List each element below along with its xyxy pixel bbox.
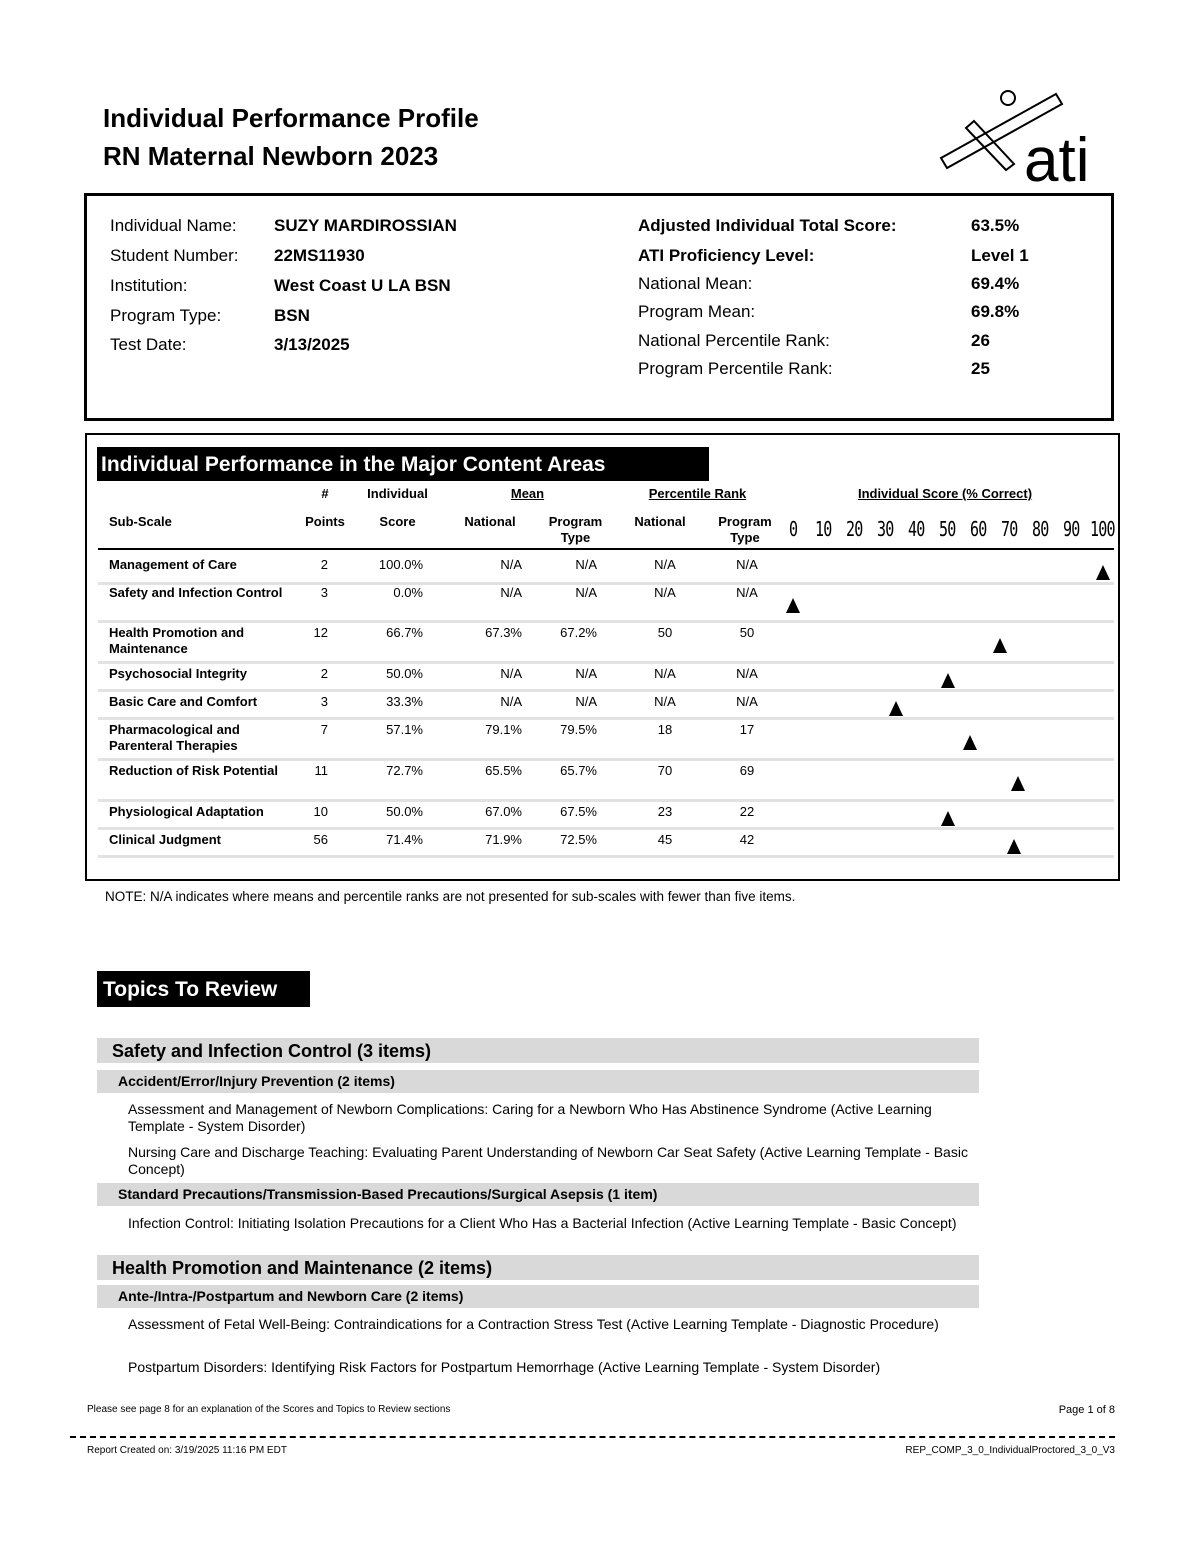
- mean-program-value: 67.5%: [560, 804, 597, 819]
- topic-item: Infection Control: Initiating Isolation Precautions for a Client Who Has a Bacterial Infection (Active Learning Template - Basic Concept): [128, 1215, 957, 1231]
- page-number: Page 1 of 8: [1058, 1404, 1115, 1416]
- topics-title: Topics To Review: [97, 971, 310, 1007]
- exam-title: RN Maternal Newborn 2023: [103, 141, 439, 171]
- pr-national-header: National: [634, 514, 686, 529]
- mean-program-value: 67.2%: [560, 625, 597, 640]
- topic-section-heading: Safety and Infection Control (3 items): [97, 1038, 979, 1063]
- score-marker: [941, 811, 955, 826]
- subscale-name: Management of Care: [109, 557, 237, 572]
- pr-national-value: 50: [657, 625, 673, 640]
- pr-national-value: 18: [657, 722, 673, 737]
- points-value: 10: [313, 804, 328, 819]
- mean-header: Mean: [510, 486, 545, 501]
- topic-item: Assessment of Fetal Well-Being: Contraindications for a Contraction Stress Test (Active Learning Template - Diagnostic Procedure): [128, 1316, 939, 1332]
- axis-tick-label: 60: [970, 517, 987, 541]
- info-value: West Coast U LA BSN: [274, 276, 451, 295]
- subscale-name: Reduction of Risk Potential: [109, 763, 279, 778]
- subscale-name: Pharmacological and Parenteral Therapies: [109, 722, 240, 753]
- row-divider: [98, 717, 1114, 720]
- mean-program-value: N/A: [575, 557, 597, 572]
- info-label: Student Number:: [110, 246, 239, 265]
- points-value: 2: [320, 557, 328, 572]
- pr-program-value: N/A: [736, 666, 758, 681]
- pr-national-value: N/A: [654, 694, 676, 709]
- header-rule: [98, 548, 1114, 550]
- mean-national-header: National: [464, 514, 516, 529]
- pr-program-value: N/A: [736, 585, 758, 600]
- pr-program-value: 22: [739, 804, 755, 819]
- pr-national-value: 23: [657, 804, 673, 819]
- mean-national-value: N/A: [500, 557, 522, 572]
- axis-tick-label: 70: [1001, 517, 1018, 541]
- axis-tick-label: 30: [877, 517, 894, 541]
- points-value: 56: [313, 832, 328, 847]
- topic-subsection-heading: Accident/Error/Injury Prevention (2 items): [97, 1070, 979, 1093]
- score-marker: [1007, 839, 1021, 854]
- mean-national-value: N/A: [500, 585, 522, 600]
- info-label: Adjusted Individual Total Score:: [638, 216, 897, 235]
- info-value: BSN: [274, 306, 310, 325]
- mean-program-value: 65.7%: [560, 763, 597, 778]
- points-header-top: #: [321, 486, 329, 501]
- row-divider: [98, 799, 1114, 802]
- info-label: Individual Name:: [110, 216, 237, 235]
- info-label: ATI Proficiency Level:: [638, 246, 815, 265]
- score-value: 57.1%: [386, 722, 423, 737]
- info-label: Institution:: [110, 276, 188, 295]
- axis-tick-label: 20: [846, 517, 863, 541]
- subscale-name: Physiological Adaptation: [109, 804, 264, 819]
- logo-text: ati: [1024, 126, 1090, 186]
- score-header: Score: [379, 514, 416, 529]
- topic-section-heading: Health Promotion and Maintenance (2 items): [97, 1255, 979, 1280]
- mean-national-value: N/A: [500, 694, 522, 709]
- report-title: Individual Performance Profile: [103, 103, 479, 133]
- pr-national-value: N/A: [654, 666, 676, 681]
- row-divider: [98, 620, 1114, 623]
- mean-national-value: 65.5%: [485, 763, 522, 778]
- points-value: 3: [320, 694, 328, 709]
- pr-program-value: N/A: [736, 694, 758, 709]
- subscale-name: Psychosocial Integrity: [109, 666, 247, 681]
- chart-header: Individual Score (% Correct): [857, 486, 1033, 501]
- score-value: 72.7%: [386, 763, 423, 778]
- score-marker: [1011, 776, 1025, 791]
- info-label: Program Mean:: [638, 302, 756, 321]
- score-marker: [941, 673, 955, 688]
- mean-national-value: N/A: [500, 666, 522, 681]
- subscale-name: Clinical Judgment: [109, 832, 221, 847]
- score-value: 50.0%: [386, 666, 423, 681]
- score-marker: [889, 701, 903, 716]
- pr-program-value: 50: [739, 625, 755, 640]
- row-divider: [98, 689, 1114, 692]
- topic-item: Postpartum Disorders: Identifying Risk Factors for Postpartum Hemorrhage (Active Learning Template - System Disorder): [128, 1359, 881, 1375]
- score-value: 100.0%: [378, 557, 423, 572]
- footer-divider: [70, 1436, 1115, 1438]
- axis-tick-label: 50: [939, 517, 956, 541]
- topic-item: Nursing Care and Discharge Teaching: Evaluating Parent Understanding of Newborn Car Seat Safety (Active Learning Template - Basic Concept): [128, 1144, 968, 1177]
- score-value: 0.0%: [393, 585, 423, 600]
- info-value: 69.8%: [971, 302, 1020, 321]
- score-value: 66.7%: [386, 625, 423, 640]
- pr-program-value: 17: [739, 722, 755, 737]
- info-value: 63.5%: [971, 216, 1020, 235]
- info-value: 25: [971, 359, 990, 378]
- info-value: 22MS11930: [274, 246, 365, 265]
- pr-national-value: N/A: [654, 585, 676, 600]
- points-value: 2: [320, 666, 328, 681]
- info-value: 69.4%: [971, 274, 1020, 293]
- mean-national-value: 67.0%: [485, 804, 522, 819]
- performance-title: Individual Performance in the Major Content Areas: [97, 447, 709, 481]
- mean-program-value: N/A: [575, 694, 597, 709]
- subscale-name: Safety and Infection Control: [109, 585, 283, 600]
- pr-program-value: N/A: [736, 557, 758, 572]
- info-label: National Mean:: [638, 274, 753, 293]
- points-value: 12: [313, 625, 328, 640]
- mean-national-value: 71.9%: [485, 832, 522, 847]
- info-value: SUZY MARDIROSSIAN: [274, 216, 457, 235]
- score-marker: [963, 735, 977, 750]
- pr-program-header: Program Type: [718, 514, 772, 545]
- info-label: Program Type:: [110, 306, 222, 325]
- info-label: National Percentile Rank:: [638, 331, 830, 350]
- points-value: 11: [314, 763, 328, 778]
- footer-explanation: Please see page 8 for an explanation of the Scores and Topics to Review sections: [87, 1404, 451, 1415]
- axis-tick-label: 80: [1032, 517, 1049, 541]
- points-value: 7: [320, 722, 328, 737]
- score-marker: [786, 598, 800, 613]
- subscale-name: Basic Care and Comfort: [109, 694, 258, 709]
- student-info-box: [84, 193, 1114, 421]
- row-divider: [98, 827, 1114, 830]
- mean-national-value: 67.3%: [485, 625, 522, 640]
- score-header-top: Individual: [367, 486, 428, 501]
- info-value: Level 1: [971, 246, 1029, 265]
- report-created: Report Created on: 3/19/2025 11:16 PM EDT: [87, 1445, 287, 1456]
- pr-program-value: 69: [739, 763, 755, 778]
- info-label: Test Date:: [110, 335, 187, 354]
- topic-subsection-heading: Standard Precautions/Transmission-Based Precautions/Surgical Asepsis (1 item): [97, 1183, 979, 1206]
- score-value: 50.0%: [386, 804, 423, 819]
- mean-program-value: 79.5%: [560, 722, 597, 737]
- score-marker: [1096, 565, 1110, 580]
- axis-tick-label: 0: [788, 517, 797, 541]
- row-divider: [98, 758, 1114, 761]
- topic-item: Assessment and Management of Newborn Complications: Caring for a Newborn Who Has Abstinence Syndrome (Active Learning Template - System Disorder): [128, 1101, 932, 1134]
- mean-national-value: 79.1%: [485, 722, 522, 737]
- row-divider: [98, 855, 1114, 858]
- axis-tick-label: 10: [815, 517, 832, 541]
- pr-national-value: 70: [657, 763, 673, 778]
- info-label: Program Percentile Rank:: [638, 359, 833, 378]
- na-note: NOTE: N/A indicates where means and percentile ranks are not presented for sub-scales with fewer than five items.: [105, 889, 796, 904]
- axis-tick-label: 90: [1063, 517, 1080, 541]
- topic-subsection-heading: Ante-/Intra-/Postpartum and Newborn Care (2 items): [97, 1285, 979, 1308]
- score-value: 33.3%: [386, 694, 423, 709]
- score-value: 71.4%: [386, 832, 423, 847]
- ati-logo: [936, 86, 1106, 186]
- pr-national-value: 45: [657, 832, 673, 847]
- axis-tick-label: 100: [1089, 517, 1115, 541]
- pr-program-value: 42: [739, 832, 755, 847]
- mean-program-value: N/A: [575, 666, 597, 681]
- subscale-name: Health Promotion and Maintenance: [109, 625, 245, 656]
- pr-national-value: N/A: [654, 557, 676, 572]
- mean-program-value: 72.5%: [560, 832, 597, 847]
- percentile-header: Percentile Rank: [648, 486, 747, 501]
- subscale-header: Sub-Scale: [109, 514, 172, 529]
- info-value: 26: [971, 331, 990, 350]
- row-divider: [98, 661, 1114, 664]
- mean-program-header: Program Type: [548, 514, 603, 545]
- score-marker: [993, 638, 1007, 653]
- points-value: 3: [320, 585, 328, 600]
- axis-tick-label: 40: [908, 517, 925, 541]
- report-code: REP_COMP_3_0_IndividualProctored_3_0_V3: [905, 1445, 1115, 1456]
- mean-program-value: N/A: [575, 585, 597, 600]
- points-header: Points: [305, 514, 345, 529]
- info-value: 3/13/2025: [274, 335, 350, 354]
